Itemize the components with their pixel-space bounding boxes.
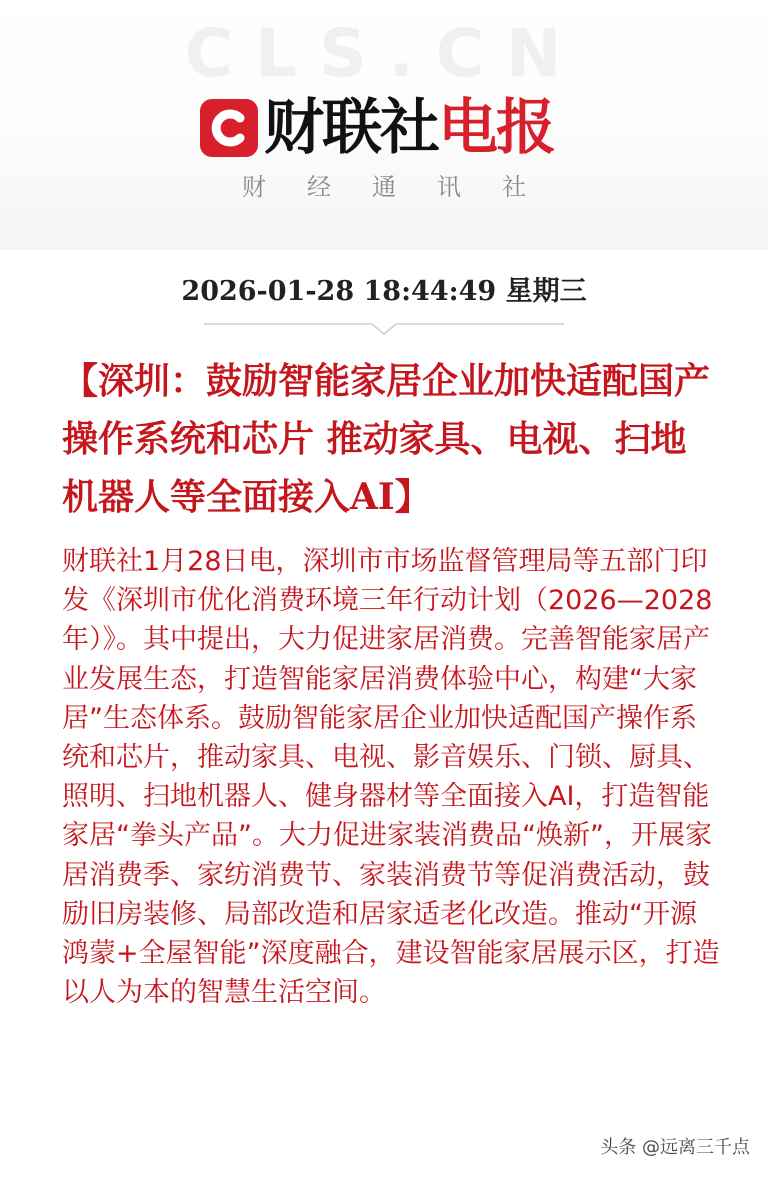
news-headline: 【深圳：鼓励智能家居企业加快适配国产操作系统和芯片 推动家具、电视、扫地机器人等全面接入AI】	[62, 360, 711, 518]
brand-logo	[200, 93, 554, 163]
brand-name: 财联社	[264, 93, 438, 163]
source-watermark: 头条 @远离三千点	[600, 1137, 750, 1158]
article-body: 财联社1月28日电，深圳市市场监督管理局等五部门印发《深圳市优化消费环境三年行动计划（2026—2028年）》。其中提出，大力促进家居消费。完善智能家居产业发展生态，打造智能家居消费体验中心，构建“大家居”生态体系。鼓励智能家居企业加快适配国产操作系统和芯片，推动家具、电视、影音娱乐、门锁、厨具、照明、扫地机器人、健身器材等全面接入AI，打造智能家居“拳头产品”。大力促进家装消费品“焕新”，开展家居消费季、家纺消费节、家装消费节等促消费活动，鼓励旧房装修、局部改造和居家适老化改造。推动“开源鸿蒙+全屋智能”深度融合，建设智能家居展示区，打造以人为本的智慧生活空间。	[62, 546, 720, 1009]
divider-notch-icon	[204, 322, 564, 338]
header-banner	[0, 0, 768, 250]
publish-datetime: 2026-01-28 18:44:49 星期三	[181, 276, 587, 307]
brand-subtitle: 财经通讯社	[242, 173, 567, 201]
header-watermark: CLS.CN	[184, 15, 584, 92]
cls-logo-icon	[200, 99, 258, 157]
brand-accent: 电报	[438, 93, 554, 163]
